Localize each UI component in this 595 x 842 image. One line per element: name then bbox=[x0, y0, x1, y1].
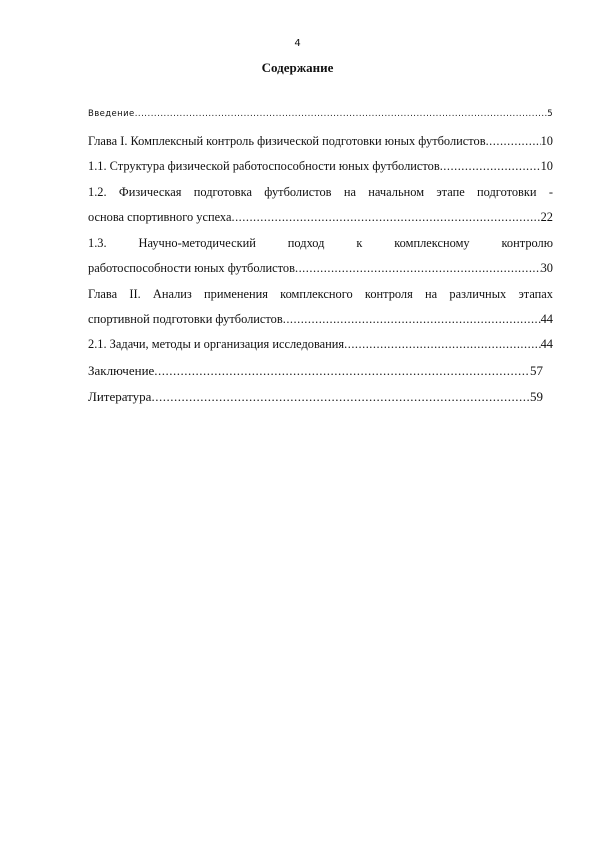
toc-entry-label: основа спортивного успеха bbox=[88, 210, 232, 224]
toc-entry-chapter-1[interactable] bbox=[88, 134, 553, 149]
toc-entry-section-1-3-line1[interactable] bbox=[88, 236, 553, 251]
toc-entry-label: Глава II. Анализ применения комплексного контроля на различных этапах bbox=[88, 287, 553, 301]
dot-leader bbox=[486, 134, 541, 149]
dot-leader bbox=[231, 210, 540, 225]
toc-entry-section-2-1[interactable] bbox=[88, 337, 553, 352]
toc-entry-section-1-2-line1[interactable] bbox=[88, 185, 553, 200]
dot-leader bbox=[154, 363, 530, 378]
toc-entry-label: 1.2. Физическая подготовка футболистов на начальном этапе подготовки - bbox=[88, 185, 553, 199]
toc-entry-label: работоспособности юных футболистов bbox=[88, 261, 295, 275]
toc-entry-label: Заключение bbox=[88, 363, 155, 378]
toc-entry-conclusion[interactable] bbox=[88, 363, 543, 378]
dot-leader bbox=[295, 261, 541, 276]
toc-entry-label: 2.1. Задачи, методы и организация исследования bbox=[88, 337, 345, 351]
dot-leader bbox=[135, 107, 547, 122]
toc-entry-literature[interactable] bbox=[88, 389, 543, 404]
toc-entry-chapter-2-line1[interactable] bbox=[88, 287, 553, 302]
toc-entry-page: 22 bbox=[540, 210, 553, 224]
page-number: 4 bbox=[294, 38, 301, 49]
page-title: Содержание bbox=[261, 60, 334, 75]
toc-entry-page: 57 bbox=[530, 363, 543, 378]
toc-entry-label: 1.3. Научно-методический подход к комплексному контролю bbox=[88, 236, 553, 250]
toc-entry-label: Литература bbox=[88, 389, 152, 404]
dot-leader bbox=[283, 312, 541, 327]
toc-entry-page: 10 bbox=[540, 134, 553, 148]
toc-entry-section-1-2-line2[interactable] bbox=[88, 210, 553, 225]
toc-entry-introduction[interactable] bbox=[88, 107, 553, 122]
dot-leader bbox=[440, 159, 541, 174]
toc-entry-chapter-2-line2[interactable] bbox=[88, 312, 553, 327]
toc-entry-page: 44 bbox=[540, 337, 553, 351]
toc-entry-page: 10 bbox=[540, 159, 553, 173]
toc-entry-page: 59 bbox=[530, 389, 543, 404]
toc-entry-page: 44 bbox=[540, 312, 553, 326]
toc-entry-label: Глава I. Комплексный контроль физической подготовки юных футболистов bbox=[88, 134, 486, 148]
toc-entry-label: Введение bbox=[88, 109, 135, 119]
toc-entry-section-1-1[interactable] bbox=[88, 159, 553, 174]
toc-entry-page: 5 bbox=[547, 109, 553, 119]
toc-entry-section-1-3-line2[interactable] bbox=[88, 261, 553, 276]
dot-leader bbox=[151, 389, 530, 404]
toc-entry-label: спортивной подготовки футболистов bbox=[88, 312, 283, 326]
toc-entry-page: 30 bbox=[540, 261, 553, 275]
toc-entry-label: 1.1. Структура физической работоспособности юных футболистов bbox=[88, 159, 440, 173]
dot-leader bbox=[344, 337, 540, 352]
